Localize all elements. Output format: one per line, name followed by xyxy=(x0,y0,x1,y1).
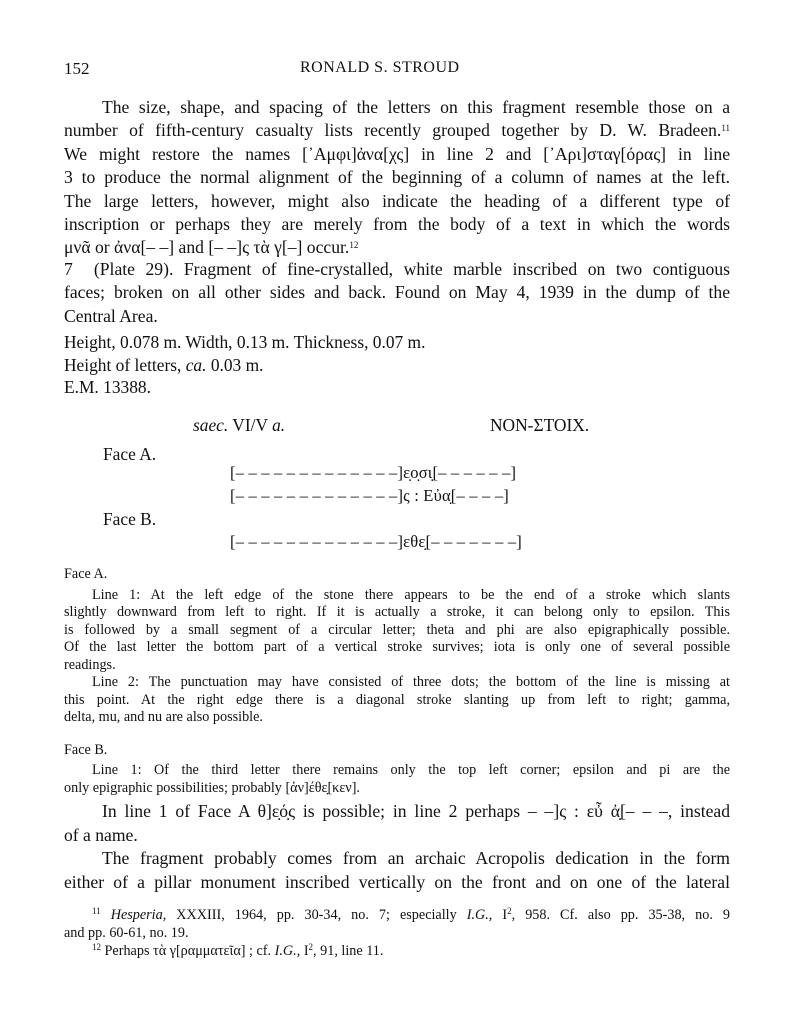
text-line: The fragment probably comes from an archaic Acropolis dedication in the form xyxy=(102,848,730,868)
text-line: of a name. xyxy=(64,824,138,845)
face-a-label: Face A. xyxy=(103,444,157,464)
text-line: Central Area. xyxy=(64,305,158,326)
text-line: The size, shape, and spacing of the letters on this fragment resemble those on a xyxy=(102,97,730,117)
face-a-line-1: [– – – – – – – – – – – – –]ε̣ο̣σι̣[– – – – – –] xyxy=(230,463,517,482)
catalogue-entry xyxy=(64,258,730,328)
text-line: only epigraphic possibilities; probably [ἀν]έθε̣[κεν]. xyxy=(64,779,360,796)
footnote-11: $^{11}$ Hesperia, XXXIII, 1964, pp. 30-34, no. 7; especially I.G., $I^2$, 958. Cf. also pp. 35-38, no. 9 xyxy=(92,906,730,923)
footnote-11-continued: and pp. 60-61, no. 19. xyxy=(64,925,189,941)
text-line: Line 1: Of the third letter there remains only the top left corner; epsilon and pi are the xyxy=(92,762,730,778)
discussion xyxy=(64,800,730,894)
dimensions: Height, 0.078 m. Width, 0.13 m. Thickness, 0.07 m. xyxy=(64,332,426,352)
page-number: 152 xyxy=(64,59,90,78)
text-line: Line 1: At the left edge of the stone there appears to be the end of a stroke which slants xyxy=(92,586,730,603)
face-b-line-1: [– – – – – – – – – – – – –]εθε̣[– – – – – – –] xyxy=(230,532,522,551)
running-head: RONALD S. STROUD xyxy=(300,59,460,76)
intro-paragraph xyxy=(64,96,730,260)
face-b-label: Face B. xyxy=(103,509,157,529)
commentary-face-b-heading: Face B. xyxy=(64,741,108,758)
text-line: Of the last letter the bottom part of a vertical stroke survives; iota is only one of several possible xyxy=(64,639,730,655)
footnote-number: 12 xyxy=(92,942,101,952)
letter-height: Height of letters, ca. 0.03 m. xyxy=(64,354,264,375)
text-line: slightly downward from left to right. If it is actually a stroke, it can belong only to epsilon. This xyxy=(64,604,730,620)
commentary xyxy=(64,566,730,797)
text-line: μνᾶ or ἀνα[– –] and [– –]ς τὰ γ[–] occur.$^{12}$ xyxy=(64,237,359,258)
text-line: 7 (Plate 29). Fragment of fine-crystalled, white marble inscribed on two contiguous xyxy=(64,259,730,279)
inscription-date: saec. VI/V a. xyxy=(193,415,286,435)
text-line: Line 2: The punctuation may have consisted of three dots; the bottom of the line is missing at xyxy=(92,674,730,690)
footnotes xyxy=(64,906,730,960)
face-a-line-2: [– – – – – – – – – – – – –]ς : Εὐα̣[– – – –] xyxy=(230,486,509,505)
footnote-ref: 12 xyxy=(349,240,359,251)
footnote-12: $^{12}$ Perhaps τὰ γ[ραμματεῖα] ; cf. I.G., $I^2$, 91, line 11. xyxy=(92,942,384,959)
text-line: faces; broken on all other sides and back. Found on May 4, 1939 in the dump of the xyxy=(64,282,730,303)
text-line: inscription or perhaps they are merely from the body of a text in which the words xyxy=(64,214,730,235)
text-line: this point. At the right edge there is a diagonal stroke slanting up from left to right; gamma, xyxy=(64,691,730,708)
museum-number: E.M. 13388. xyxy=(64,377,151,397)
commentary-face-a-heading: Face A. xyxy=(64,566,108,582)
text-line: We might restore the names [᾿Αμφι]ἀνα[χς] in line 2 and [᾿Αρι]σταγ[όρας] in line xyxy=(64,143,730,164)
footnote-number: 11 xyxy=(92,906,101,916)
text-line: either of a pillar monument inscribed vertically on the front and on one of the lateral xyxy=(64,871,730,892)
entry-number: 7 xyxy=(64,259,73,279)
inscription-style: NON-ΣΤΟΙΧ. xyxy=(490,415,590,435)
text-line: In line 1 of Face A θ]ε̣ό̣ς is possible; in line 2 perhaps – –]ς : εὖ ἀ̣[– – –, instead xyxy=(102,801,730,821)
entry-measurements xyxy=(64,331,730,399)
text-line: number of fifth-century casualty lists recently grouped together by D. W. Bradeen.$^{11}$ xyxy=(64,120,730,141)
text-line: readings. xyxy=(64,656,116,673)
text-line: is followed by a small segment of a circular letter; theta and phi are also epigraphically possible. xyxy=(64,621,730,638)
text-line: The large letters, however, might also indicate the heading of a different type of xyxy=(64,190,730,211)
text-line: delta, mu, and nu are also possible. xyxy=(64,709,263,725)
footnote-ref: 11 xyxy=(721,123,730,134)
text-line: 3 to produce the normal alignment of the beginning of a column of names at the left. xyxy=(64,167,730,188)
